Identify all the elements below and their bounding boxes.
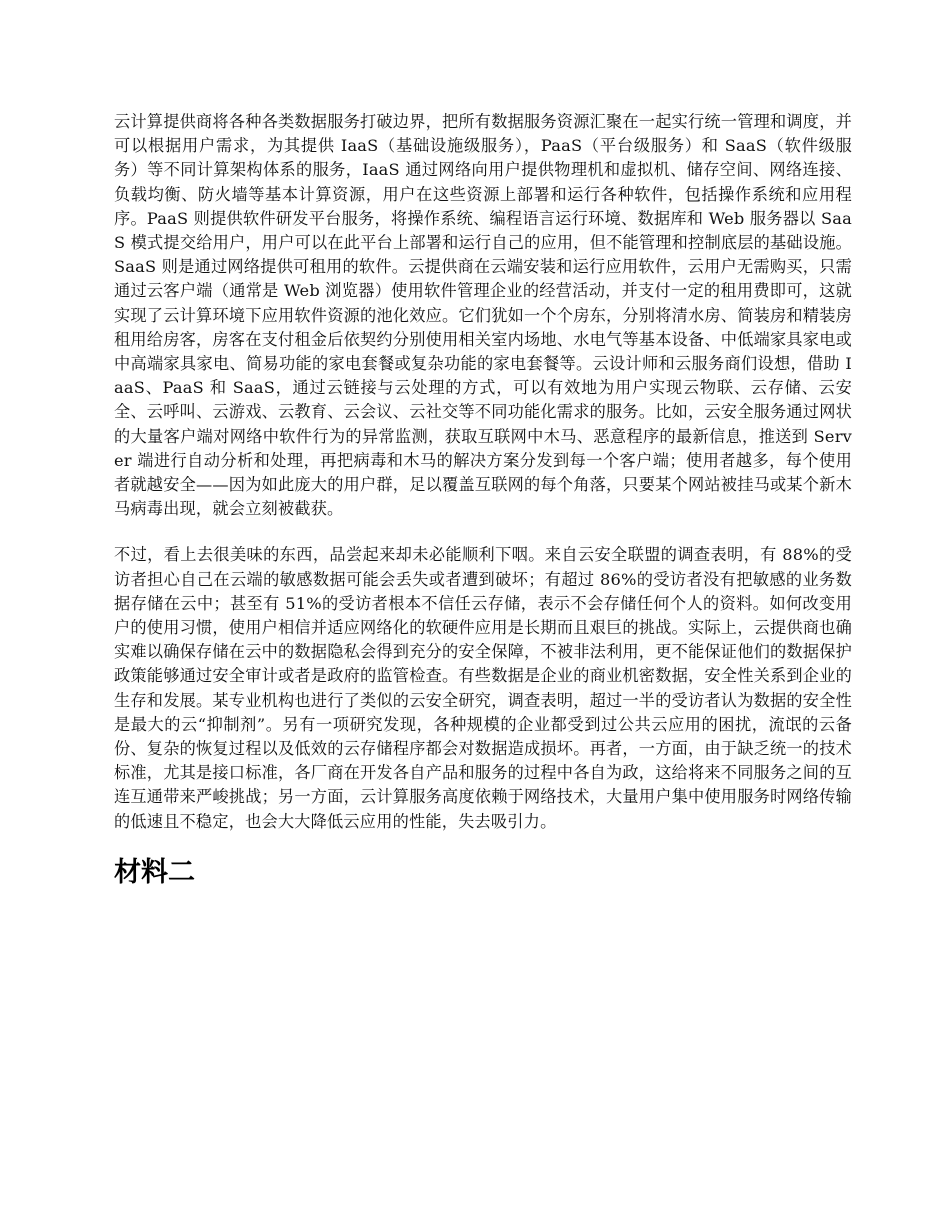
body-paragraph-1: 云计算提供商将各种各类数据服务打破边界，把所有数据服务资源汇聚在一起实行统一管理和调度，并可以根据用户需求，为其提供 IaaS（基础设施级服务），PaaS（平台级服务）和 SaaS（软件级服务）等不同计算架构体系的服务，IaaS 通过网络向用户提供物理机和虚拟机、储存空间、网络连接、负载均衡、防火墙等基本计算资源，用户在这些资源上部署和运行各种软件，包括操作系统和应用程序。PaaS 则提供软件研发平台服务，将操作系统、编程语言运行环境、数据库和 Web 服务器以 SaaS 模式提交给用户，用户可以在此平台上部署和运行自己的应用，但不能管理和控制底层的基础设施。SaaS 则是通过网络提供可租用的软件。云提供商在云端安装和运行应用软件，云用户无需购买，只需通过云客户端（通常是 Web 浏览器）使用软件管理企业的经营活动，并支付一定的租用费即可，这就实现了云计算环境下应用软件资源的池化效应。它们犹如一个个房东，分别将清水房、简装房和精装房租用给房客，房客在支付租金后依契约分别使用相关室内场地、水电气等基本设备、中低端家具家电或中高端家具家电、简易功能的家电套餐或复杂功能的家电套餐等。云设计师和云服务商们设想，借助 IaaS、PaaS 和 SaaS，通过云链接与云处理的方式，可以有效地为用户实现云物联、云存储、云安全、云呼叫、云游戏、云教育、云会议、云社交等不同功能化需求的服务。比如，云安全服务通过网状的大量客户端对网络中软件行为的异常监测，获取互联网中木马、恶意程序的最新信息，推送到 Server 端进行自动分析和处理，再把病毒和木马的解决方案分发到每一个客户端；使用者越多，每个使用者就越安全——因为如此庞大的用户群，足以覆盖互联网的每个角落，只要某个网站被挂马或某个新木马病毒出现，就会立刻被截获。 xyxy=(114,112,852,519)
body-paragraph-2: 不过，看上去很美味的东西，品尝起来却未必能顺利下咽。来自云安全联盟的调查表明，有 88%的受访者担心自己在云端的敏感数据可能会丢失或者遭到破坏；有超过 86%的受访者没有把敏感的业务数据存储在云中；甚至有 51%的受访者根本不信任云存储，表示不会存储任何个人的资料。如何改变用户的使用习惯，使用户相信并适应网络化的软硬件应用是长期而且艰巨的挑战。实际上，云提供商也确实难以确保存储在云中的数据隐私会得到充分的安全保障，不被非法利用，更不能保证他们的数据保护政策能够通过安全审计或者是政府的监管检查。有些数据是企业的商业机密数据，安全性关系到企业的生存和发展。某专业机构也进行了类似的云安全研究，调查表明，超过一半的受访者认为数据的安全性是最大的云“抑制剂”。另有一项研究发现，各种规模的企业都受到过公共云应用的困扰，流氓的云备份、复杂的恢复过程以及低效的云存储程序都会对数据造成损坏。再者，一方面，由于缺乏统一的技术标准，尤其是接口标准，各厂商在开发各自产品和服务的过程中各自为政，这给将来不同服务之间的互连互通带来严峻挑战；另一方面，云计算服务高度依赖于网络技术，大量用户集中使用服务时网络传输的低速且不稳定，也会大大降低云应用的性能，失去吸引力。 xyxy=(114,545,852,831)
section-heading: 材料二 xyxy=(114,856,195,888)
document-page xyxy=(114,110,852,890)
